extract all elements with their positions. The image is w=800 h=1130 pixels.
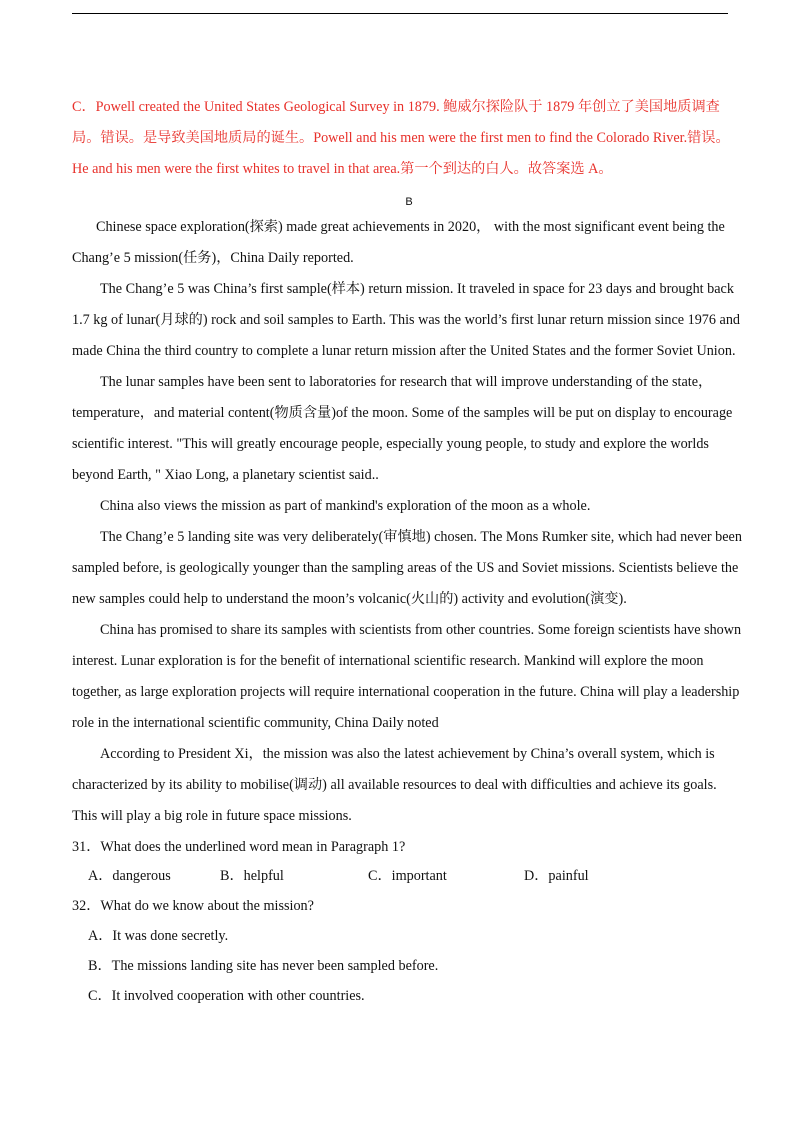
question-text: 31．What does the underlined word mean in Paragraph 1?: [72, 839, 406, 855]
option-a: A．dangerous: [88, 868, 171, 884]
option-c: C．It involved cooperation with other countries.: [88, 988, 365, 1004]
passage-paragraph: The Chang’e 5 landing site was very deliberately(审慎地) chosen. The Mons Rumker site, which had never been sampled before, is geologically younger than the sampling areas of the US and Soviet missions. Scientists believe the new samples could help to understand the moon’s volcanic(火山的) activity and evolution(演变).: [72, 529, 742, 607]
option-d: D．painful: [524, 868, 589, 884]
option-b: B．The missions landing site has never been sampled before.: [88, 958, 439, 974]
passage-paragraph: The Chang’e 5 was China’s first sample(样本) return mission. It traveled in space for 23 days and brought back 1.7 kg of lunar(月球的) rock and soil samples to Earth. This was the world’s first lunar return mission since 1976 and made China the third country to complete a lunar return mission after the United States and the former Soviet Union.: [72, 281, 741, 359]
option-b: B．helpful: [220, 868, 284, 884]
question-32: [72, 891, 742, 1011]
document-page: [72, 92, 742, 1011]
passage-paragraph: Chinese space exploration(探索) made great achievements in 2020， with the most significant event being the Chang’e 5 mission(任务)，China Daily reported.: [72, 219, 725, 266]
question-text: 32．What do we know about the mission?: [72, 898, 314, 914]
passage-paragraph: The lunar samples have been sent to laboratories for research that will improve understanding of the state，temperature，and material content(物质含量)of the moon. Some of the samples will be put on display to encourage scientific interest. "This will greatly encourage people, especially young people, to study and explore the worlds beyond Earth, " Xiao Long, a planetary scientist said..: [72, 374, 733, 483]
passage-paragraph: China has promised to share its samples with scientists from other countries. Some foreign scientists have shown interest. Lunar exploration is for the benefit of international scientific research. Mankind will explore the moon together, as large exploration projects will require international cooperation in the future. China will play a leadership role in the international scientific community, China Daily noted: [72, 622, 742, 731]
reading-passage: [72, 212, 742, 832]
section-label: B: [405, 196, 413, 208]
passage-paragraph: According to President Xi，the mission was also the latest achievement by China’s overall system, which is characterized by its ability to mobilise(调动) all available resources to deal with difficulties and achieve its goals. This will play a big role in future space missions.: [72, 746, 717, 824]
option-c: C．important: [368, 868, 447, 884]
header-rule: [72, 13, 728, 14]
option-a: A．It was done secretly.: [88, 928, 229, 944]
options-row: [72, 862, 742, 891]
answer-explanation: C．Powell created the United States Geological Survey in 1879. 鲍威尔探险队于 1879 年创立了美国地质调查局。错误。是导致美国地质局的诞生。Powell and his men were the first men to find the Colorado River.错误。He and his men were the first whites to travel in that area.第一个到达的白人。故答案选 A。: [72, 99, 730, 177]
question-31: [72, 832, 742, 891]
passage-paragraph: China also views the mission as part of mankind's exploration of the moon as a whole.: [100, 498, 591, 514]
